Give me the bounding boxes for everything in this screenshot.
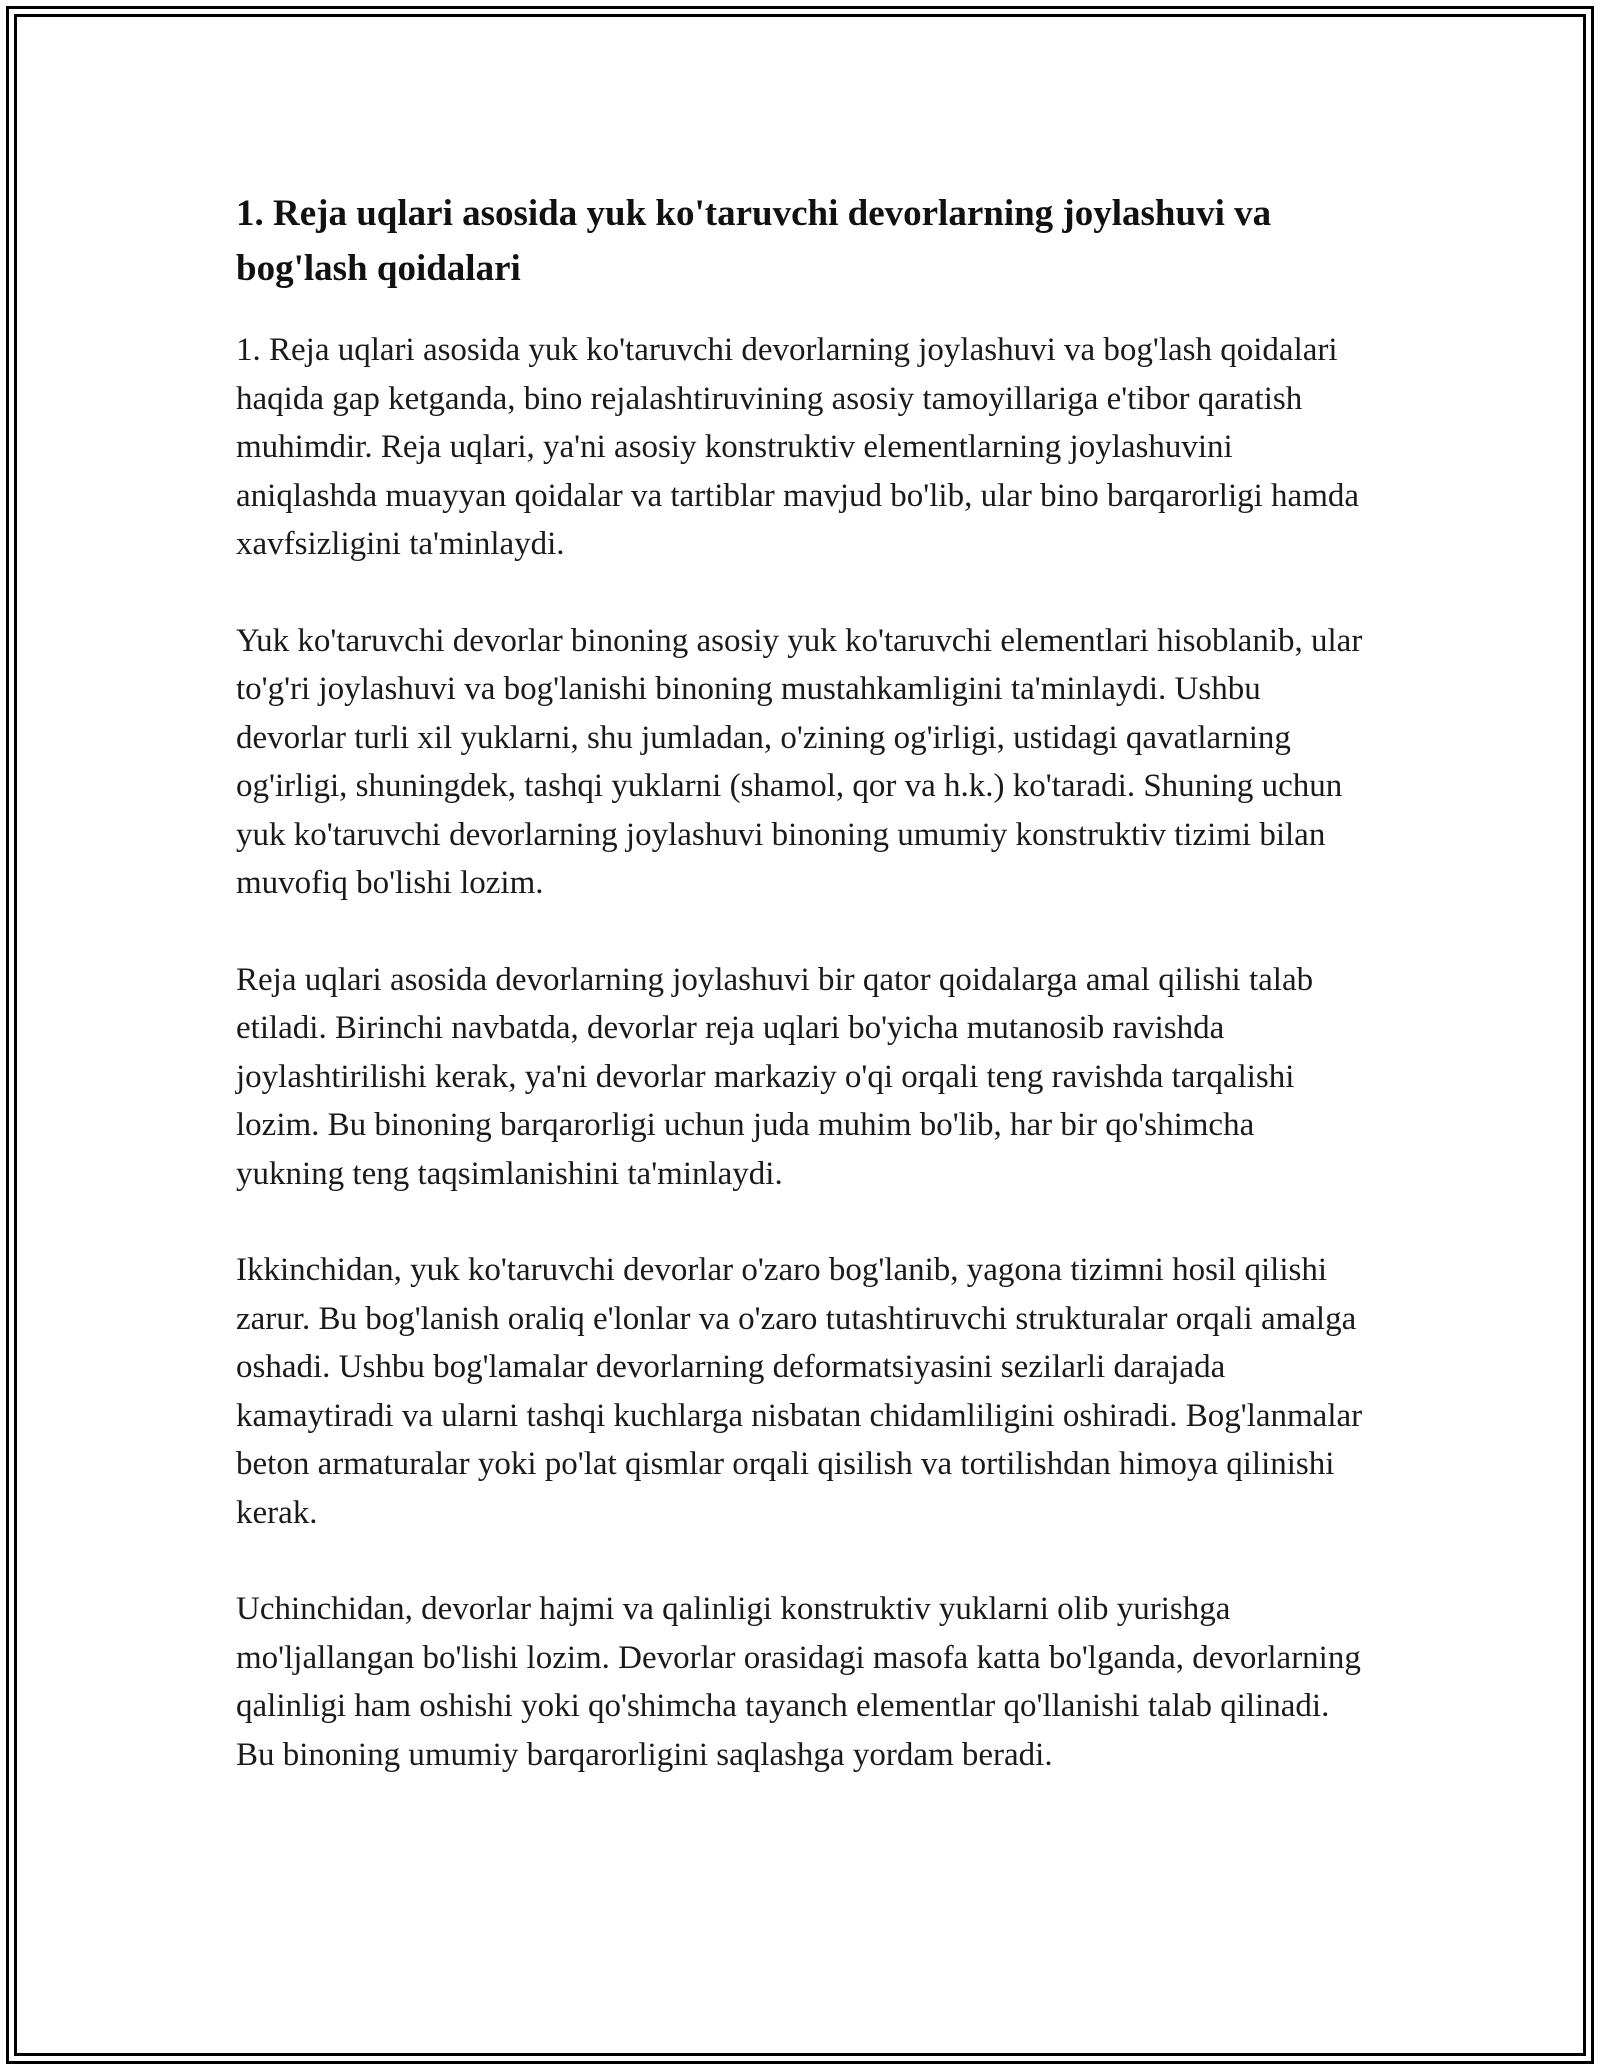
paragraph-intro: 1. Reja uqlari asosida yuk ko'taruvchi devorlarning joylashuvi va bog'lash qoidalari haqida gap ketganda, bino rejalashtiruvining asosiy tamoyillariga e'tibor qaratish muhimdir. Reja uqlari, ya'ni asosiy konstruktiv elementlarning joylashuvini aniqlashda muayyan qoidalar va tartiblar mavjud bo'lib, ular bino barqarorligi hamda xavfsizligini ta'minlaydi. xyxy=(236,332,1360,562)
paragraph-first-rule: Reja uqlari asosida devorlarning joylashuvi bir qator qoidalarga amal qilishi talab etiladi. Birinchi navbatda, devorlar reja uqlari bo'yicha mutanosib ravishda joylashtirilishi kerak, ya'ni devorlar markaziy o'qi orqali teng ravishda tarqalishi lozim. Bu binoning barqarorligi uchun juda muhim bo'lib, har bir qo'shimcha yukning teng taqsimlanishini ta'minlaydi. xyxy=(236,961,1314,1192)
paragraph-load-bearing-walls: Yuk ko'taruvchi devorlar binoning asosiy yuk ko'taruvchi elementlari hisoblanib, ular to'g'ri joylashuvi va bog'lanishi binoning mustahkamligini ta'minlaydi. Ushbu devorlar turli xil yuklarni, shu jumladan, o'zining og'irligi, ustidagi qavatlarning og'irligi, shuningdek, tashqi yuklarni (shamol, qor va h.k.) ko'taradi. Shuning uchun yuk ko'taruvchi devorlarning joylashuvi binoning umumiy konstruktiv tizimi bilan muvofiq bo'lishi lozim. xyxy=(236,622,1363,901)
paragraph-third-rule: Uchinchidan, devorlar hajmi va qalinligi konstruktiv yuklarni olib yurishga mo'ljallangan bo'lishi lozim. Devorlar orasidagi masofa katta bo'lganda, devorlarning qalinligi ham oshishi yoki qo'shimcha tayanch elementlar qo'llanishi talab qilinadi. Bu binoning umumiy barqarorligini saqlashga yordam beradi. xyxy=(236,1591,1361,1773)
document-body xyxy=(236,186,1366,1827)
paragraph-second-rule: Ikkinchidan, yuk ko'taruvchi devorlar o'zaro bog'lanib, yagona tizimni hosil qilishi zarur. Bu bog'lanish oraliq e'lonlar va o'zaro tutashtiruvchi strukturalar orqali amalga oshadi. Ushbu bog'lamalar devorlarning deformatsiyasini sezilarli darajada kamaytiradi va ularni tashqi kuchlarga nisbatan chidamliligini oshiradi. Bog'lanmalar beton armaturalar yoki po'lat qismlar orqali qisilish va tortilishdan himoya qilinishi kerak. xyxy=(236,1252,1363,1531)
section-heading: 1. Reja uqlari asosida yuk ko'taruvchi devorlarning joylashuvi va bog'lash qoidalari xyxy=(236,193,1272,289)
